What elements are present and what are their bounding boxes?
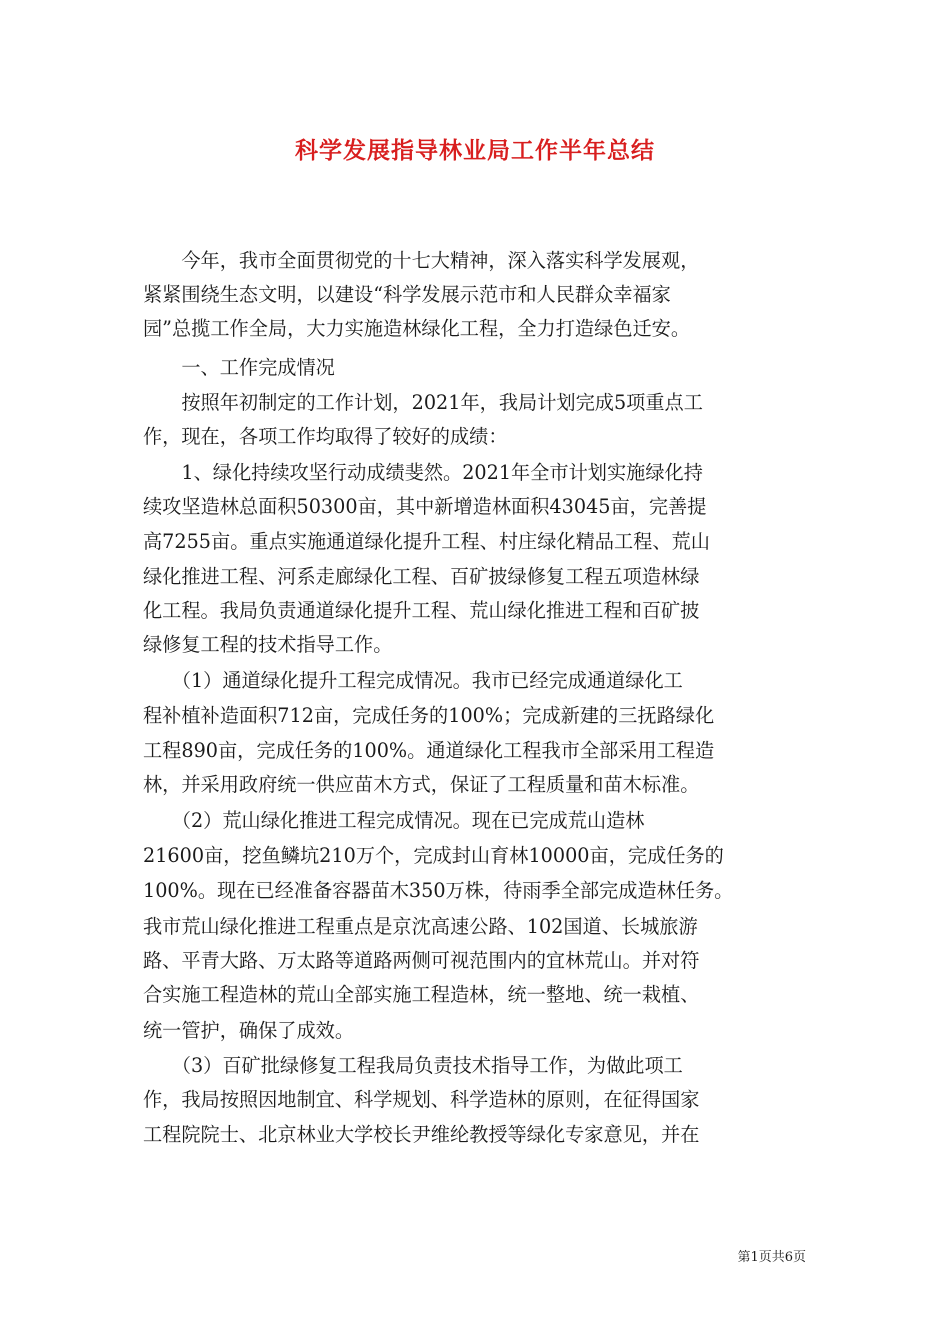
- paragraph-line: 高7255亩。重点实施通道绿化提升工程、村庄绿化精品工程、荒山: [143, 530, 710, 553]
- paragraph-line: 续攻坚造林总面积50300亩，其中新增造林面积43045亩，完善提: [143, 495, 707, 518]
- paragraph-line: 21600亩，挖鱼鳞坑210万个，完成封山育林10000亩，完成任务的: [143, 844, 724, 867]
- paragraph-line: 路、平青大路、万太路等道路两侧可视范围内的宜林荒山。并对符: [143, 949, 700, 972]
- document-title: 科学发展指导林业局工作半年总结: [295, 137, 655, 164]
- paragraph-line: 化工程。我局负责通道绿化提升工程、荒山绿化推进工程和百矿披: [143, 599, 700, 622]
- paragraph-line: 工程院院士、北京林业大学校长尹维纶教授等绿化专家意见，并在: [143, 1123, 700, 1146]
- paragraph-line: 我市荒山绿化推进工程重点是京沈高速公路、102国道、长城旅游: [143, 915, 698, 938]
- paragraph-line: 合实施工程造林的荒山全部实施工程造林，统一整地、统一栽植、: [143, 983, 700, 1006]
- paragraph-line: 100%。现在已经准备容器苗木350万株，待雨季全部完成造林任务。: [143, 879, 734, 902]
- paragraph-line: 程补植补造面积712亩，完成任务的100%；完成新建的三抚路绿化: [143, 704, 715, 727]
- paragraph-line: 绿化推进工程、河系走廊绿化工程、百矿披绿修复工程五项造林绿: [143, 565, 700, 588]
- paragraph-line: 作，我局按照因地制宜、科学规划、科学造林的原则，在征得国家: [143, 1088, 700, 1111]
- paragraph-line: 工程890亩，完成任务的100%。通道绿化工程我市全部采用工程造: [143, 739, 715, 762]
- paragraph-line: 林，并采用政府统一供应苗木方式，保证了工程质量和苗木标准。: [143, 773, 700, 796]
- paragraph-line: 紧紧围绕生态文明，以建设“科学发展示范市和人民群众幸福家: [143, 283, 671, 306]
- paragraph-line: 1、绿化持续攻坚行动成绩斐然。2021年全市计划实施绿化持: [143, 461, 703, 484]
- paragraph-line: （1）通道绿化提升工程完成情况。我市已经完成通道绿化工: [143, 669, 683, 692]
- paragraph-line: 绿修复工程的技术指导工作。: [143, 633, 393, 656]
- paragraph-line: 园”总揽工作全局，大力实施造林绿化工程，全力打造绿色迁安。: [143, 317, 691, 340]
- paragraph-line: （3）百矿批绿修复工程我局负责技术指导工作，为做此项工: [143, 1054, 683, 1077]
- paragraph-line: 作，现在，各项工作均取得了较好的成绩：: [143, 425, 508, 448]
- paragraph-line: 统一管护，确保了成效。: [143, 1019, 355, 1042]
- paragraph-line: 一、工作完成情况: [143, 356, 335, 379]
- paragraph-line: 按照年初制定的工作计划，2021年，我局计划完成5项重点工: [143, 391, 703, 414]
- page-indicator: 第1页共6页: [737, 1250, 806, 1265]
- paragraph-line: 今年，我市全面贯彻党的十七大精神，深入落实科学发展观，: [143, 249, 700, 272]
- paragraph-line: （2）荒山绿化推进工程完成情况。现在已完成荒山造林: [143, 809, 645, 832]
